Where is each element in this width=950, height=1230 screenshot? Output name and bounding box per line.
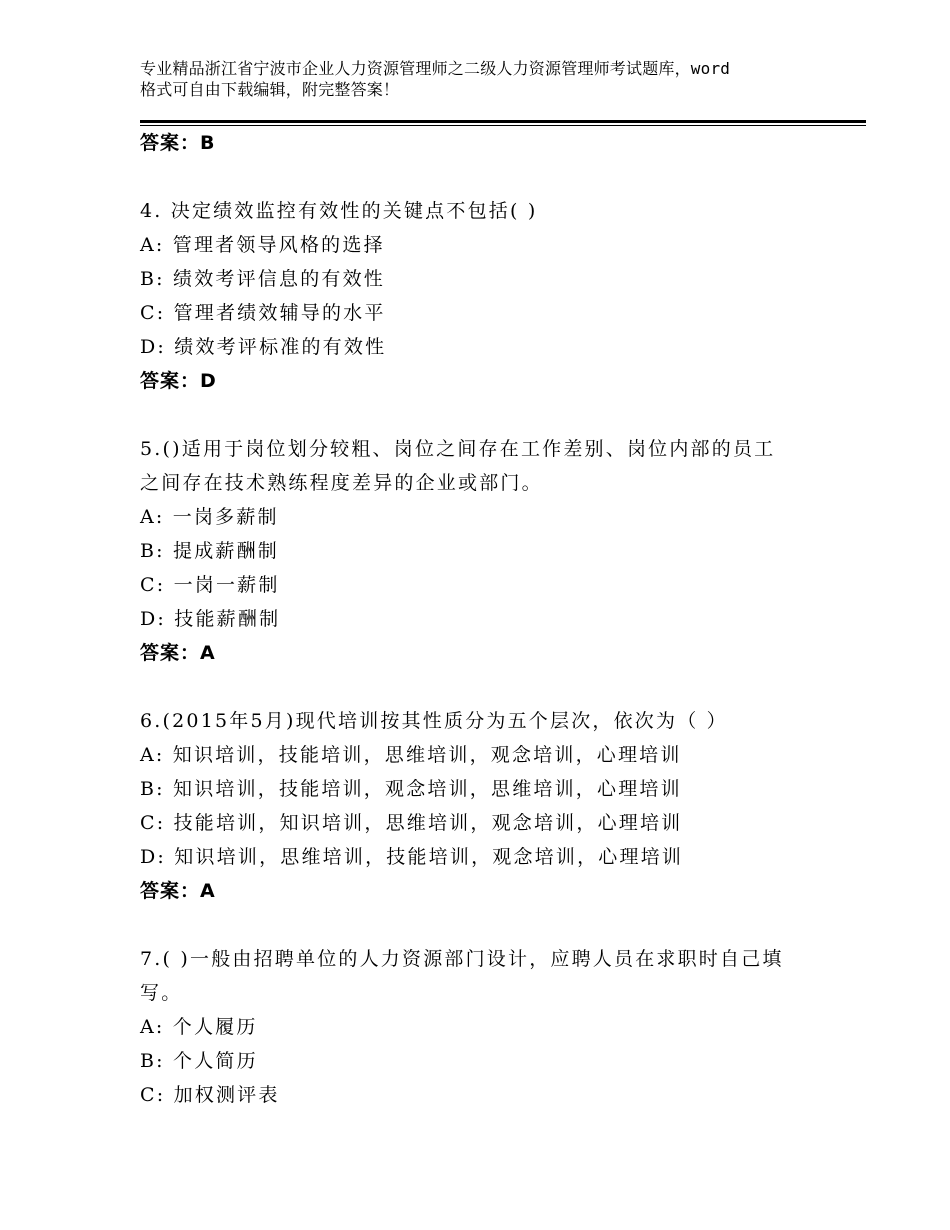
- option-c: C: 管理者绩效辅导的水平: [140, 302, 386, 324]
- answer-line: 答案：A: [140, 880, 216, 902]
- answer-line: 答案：A: [140, 642, 216, 664]
- question-block: [140, 432, 820, 670]
- question-block: [140, 704, 820, 908]
- page-header: [140, 58, 840, 100]
- question-text-continued: 写。: [140, 982, 183, 1004]
- question-block: [140, 942, 820, 1112]
- question-text-continued: 之间存在技术熟练程度差异的企业或部门。: [140, 472, 543, 494]
- spacer: [140, 160, 820, 194]
- question-text: 6.(2015年5月)现代培训按其性质分为五个层次，依次为（ ）: [140, 710, 728, 732]
- header-line-1: 专业精品浙江省宁波市企业人力资源管理师之二级人力资源管理师考试题库，word: [140, 59, 731, 78]
- answer-line: 答案：D: [140, 370, 217, 392]
- option-d: D: 绩效考评标准的有效性: [140, 336, 387, 358]
- header-line-2: 格式可自由下载编辑，附完整答案！: [140, 80, 400, 99]
- option-c: C: 技能培训，知识培训，思维培训，观念培训，心理培训: [140, 812, 683, 834]
- option-b: B: 提成薪酬制: [140, 540, 280, 562]
- question-text: 5.()适用于岗位划分较粗、岗位之间存在工作差别、岗位内部的员工: [140, 438, 776, 460]
- spacer: [140, 908, 820, 942]
- answer-line: 答案：B: [140, 132, 216, 154]
- option-d: D: 技能薪酬制: [140, 608, 281, 630]
- question-text: 4. 决定绩效监控有效性的关键点不包括( ): [140, 200, 538, 222]
- option-a: A: 个人履历: [140, 1016, 258, 1038]
- option-a: A: 管理者领导风格的选择: [140, 234, 385, 256]
- spacer: [140, 670, 820, 704]
- option-b: B: 绩效考评信息的有效性: [140, 268, 386, 290]
- option-c: C: 加权测评表: [140, 1084, 280, 1106]
- question-text: 7.( )一般由招聘单位的人力资源部门设计，应聘人员在求职时自己填: [140, 948, 784, 970]
- spacer: [140, 398, 820, 432]
- question-list: [140, 126, 820, 1112]
- option-a: A: 知识培训，技能培训，思维培训，观念培训，心理培训: [140, 744, 682, 766]
- option-d: D: 知识培训，思维培训，技能培训，观念培训，心理培训: [140, 846, 684, 868]
- option-b: B: 知识培训，技能培训，观念培训，思维培训，心理培训: [140, 778, 682, 800]
- question-block: [140, 194, 820, 398]
- option-a: A: 一岗多薪制: [140, 506, 279, 528]
- option-c: C: 一岗一薪制: [140, 574, 280, 596]
- option-b: B: 个人简历: [140, 1050, 258, 1072]
- header-rule-thick: [140, 120, 866, 123]
